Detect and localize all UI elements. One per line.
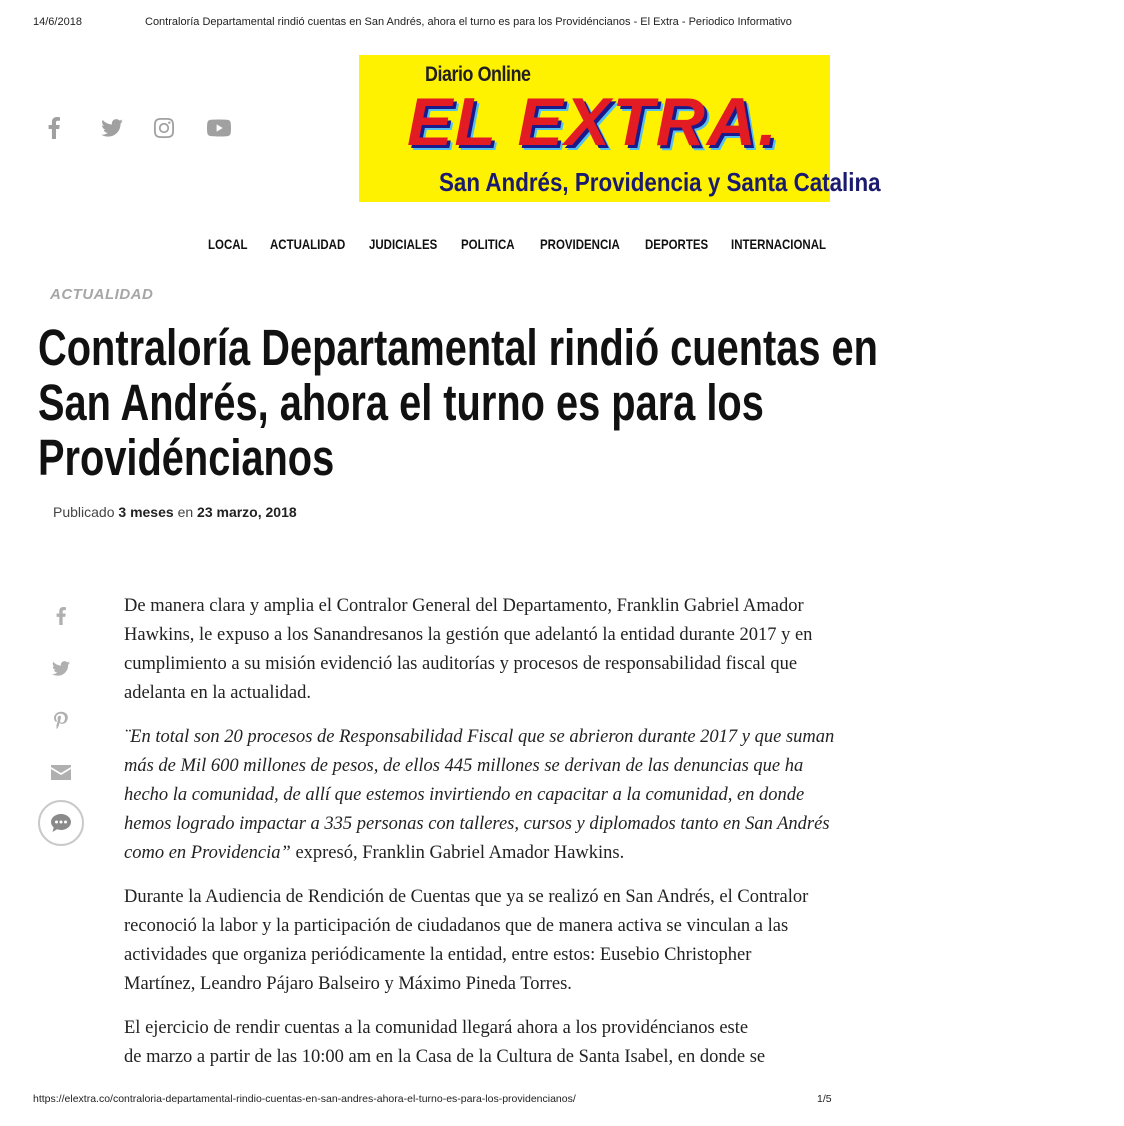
nav-item-actualidad[interactable]: ACTUALIDAD [270,236,346,252]
headline-line: Contraloría Departamental rindió cuentas en [38,319,878,376]
print-footer [0,1093,865,1109]
article-headline [38,319,878,486]
main-nav [0,236,865,256]
nav-item-providencia[interactable]: PROVIDENCIA [540,236,620,252]
share-facebook-icon[interactable] [38,590,84,642]
article-body [124,592,1124,1087]
print-url: https://elextra.co/contraloria-departamental-rindio-cuentas-en-san-andres-ahora-el-turno-es-para-los-providencianos/ [33,1093,576,1105]
article-category[interactable]: ACTUALIDAD [50,286,154,303]
headline-line: San Andrés, ahora el turno es para los [38,374,764,431]
nav-item-internacional[interactable]: INTERNACIONAL [731,236,827,252]
share-pinterest-icon[interactable] [38,694,84,746]
banner-tagline: Diario Online [425,63,531,86]
byline-middle: en [177,504,194,520]
nav-item-politica[interactable]: POLITICA [461,236,515,252]
print-title: Contraloría Departamental rindió cuentas en San Andrés, ahora el turno es para los Providéncianos - El Extra - Periodico Informativo [145,16,792,28]
comment-icon[interactable] [38,800,84,846]
banner-title: EL EXTRA. [407,84,779,160]
share-email-icon[interactable] [38,746,84,798]
banner-subtitle: San Andrés, Providencia y Santa Catalina [439,167,881,197]
byline-age: 3 meses [118,504,174,520]
share-twitter-icon[interactable] [38,642,84,694]
print-page-number: 1/5 [817,1093,832,1105]
byline-date: 23 marzo, 2018 [197,504,297,520]
nav-item-local[interactable]: LOCAL [208,236,248,252]
nav-item-deportes[interactable]: DEPORTES [645,236,709,252]
share-bar [38,590,84,846]
nav-item-judiciales[interactable]: JUDICIALES [369,236,438,252]
article-byline [53,504,297,520]
byline-prefix: Publicado [53,504,115,520]
paragraph: De manera clara y amplia el Contralor General del Departamento, Franklin Gabriel Amador Hawkins, le expuso a los Sanandresanos la gestión que adelantó la entidad durante 2017 y en cumplimiento a su misión evidenció las auditorías y procesos de responsabilidad fiscal que adelanta en la actualidad. [124,596,813,703]
quote-paragraph: ¨En total son 20 procesos de Responsabilidad Fiscal que se abrieron durante 2017 y que suman más de Mil 600 millones de pesos, de ellos 445 millones se derivan de las denuncias que ha hecho la comunidad, de allí que estemos invirtiendo en capacitar a la comunidad, en donde hemos logrado impactar a 335 personas con talleres, cursos y diplomados tanto en San Andrés como en Providencia” expresó, Franklin Gabriel Amador Hawkins. [124,727,835,863]
print-date: 14/6/2018 [33,16,82,28]
paragraph: El ejercicio de rendir cuentas a la comunidad llegará ahora a los providéncianos este de marzo a partir de las 10:00 am en la Casa de la Cultura de Santa Isabel, en donde se [124,1018,766,1067]
paragraph: Durante la Audiencia de Rendición de Cuentas que ya se realizó en San Andrés, el Contralor reconoció la labor y la participación de ciudadanos que de manera activa se vinculan a las actividades que organiza periódicamente la entidad, entre estos: Eusebio Christopher Martínez, Leandro Pájaro Balseiro y Máximo Pineda Torres. [124,887,809,994]
headline-line: Providéncianos [38,429,335,486]
